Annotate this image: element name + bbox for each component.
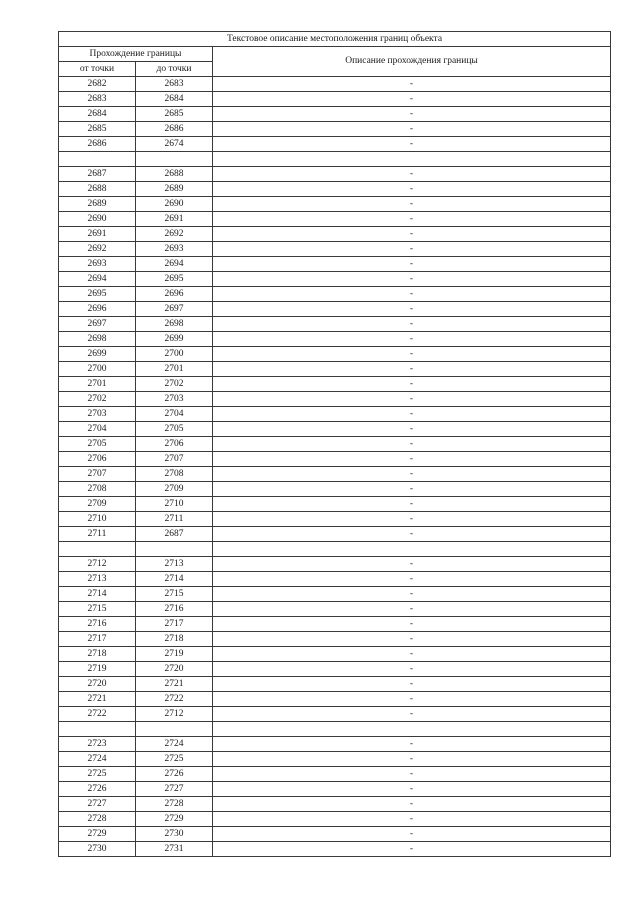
description-cell: -: [213, 107, 611, 122]
table-row: [59, 557, 611, 572]
from-point-cell: 2686: [59, 137, 136, 152]
to-point-cell: 2726: [136, 767, 213, 782]
from-point-cell: 2726: [59, 782, 136, 797]
from-point-cell: 2729: [59, 827, 136, 842]
description-cell: -: [213, 197, 611, 212]
description-cell: -: [213, 497, 611, 512]
from-point-cell: 2715: [59, 602, 136, 617]
description-cell: -: [213, 407, 611, 422]
to-point-cell: 2688: [136, 167, 213, 182]
from-point-cell: 2704: [59, 422, 136, 437]
description-cell: -: [213, 467, 611, 482]
description-cell: -: [213, 317, 611, 332]
table-row: [59, 107, 611, 122]
to-point-cell: 2697: [136, 302, 213, 317]
from-point-cell: 2682: [59, 77, 136, 92]
to-point-cell: 2704: [136, 407, 213, 422]
empty-cell: [59, 152, 136, 167]
table-row: [59, 407, 611, 422]
table-row: [59, 527, 611, 542]
to-point-cell: 2705: [136, 422, 213, 437]
table-row: [59, 602, 611, 617]
from-point-cell: 2718: [59, 647, 136, 662]
group-separator-row: [59, 152, 611, 167]
from-point-cell: 2730: [59, 842, 136, 857]
to-point-header: до точки: [136, 62, 213, 77]
to-point-cell: 2703: [136, 392, 213, 407]
table-row: [59, 662, 611, 677]
to-point-cell: 2730: [136, 827, 213, 842]
from-point-cell: 2712: [59, 557, 136, 572]
from-point-cell: 2692: [59, 242, 136, 257]
from-point-cell: 2708: [59, 482, 136, 497]
to-point-cell: 2710: [136, 497, 213, 512]
from-point-cell: 2687: [59, 167, 136, 182]
empty-cell: [136, 542, 213, 557]
to-point-cell: 2695: [136, 272, 213, 287]
from-point-cell: 2722: [59, 707, 136, 722]
to-point-cell: 2684: [136, 92, 213, 107]
from-point-cell: 2699: [59, 347, 136, 362]
to-point-cell: 2728: [136, 797, 213, 812]
to-point-cell: 2721: [136, 677, 213, 692]
description-cell: -: [213, 707, 611, 722]
description-cell: -: [213, 767, 611, 782]
to-point-cell: 2687: [136, 527, 213, 542]
from-point-cell: 2689: [59, 197, 136, 212]
from-point-cell: 2720: [59, 677, 136, 692]
table-body: [59, 77, 611, 857]
description-cell: -: [213, 677, 611, 692]
description-cell: -: [213, 827, 611, 842]
from-point-cell: 2710: [59, 512, 136, 527]
from-point-cell: 2698: [59, 332, 136, 347]
description-cell: -: [213, 212, 611, 227]
table-title: Текстовое описание местоположения границ объекта: [59, 32, 611, 47]
description-cell: -: [213, 482, 611, 497]
table-row: [59, 482, 611, 497]
from-point-cell: 2690: [59, 212, 136, 227]
table-row: [59, 647, 611, 662]
from-point-cell: 2694: [59, 272, 136, 287]
table-row: [59, 842, 611, 857]
to-point-cell: 2713: [136, 557, 213, 572]
table-row: [59, 197, 611, 212]
table-row: [59, 827, 611, 842]
table-row: [59, 512, 611, 527]
description-cell: -: [213, 242, 611, 257]
description-cell: -: [213, 797, 611, 812]
table-row: [59, 692, 611, 707]
description-cell: -: [213, 647, 611, 662]
description-cell: -: [213, 167, 611, 182]
description-cell: -: [213, 527, 611, 542]
to-point-cell: 2725: [136, 752, 213, 767]
table-row: [59, 392, 611, 407]
table-row: [59, 797, 611, 812]
to-point-cell: 2711: [136, 512, 213, 527]
description-cell: -: [213, 587, 611, 602]
table-row: [59, 437, 611, 452]
to-point-cell: 2722: [136, 692, 213, 707]
description-cell: -: [213, 302, 611, 317]
description-cell: -: [213, 602, 611, 617]
to-point-cell: 2696: [136, 287, 213, 302]
to-point-cell: 2731: [136, 842, 213, 857]
to-point-cell: 2693: [136, 242, 213, 257]
description-cell: -: [213, 122, 611, 137]
from-point-cell: 2728: [59, 812, 136, 827]
table-row: [59, 572, 611, 587]
empty-cell: [59, 542, 136, 557]
to-point-cell: 2729: [136, 812, 213, 827]
group-separator-row: [59, 722, 611, 737]
from-point-cell: 2701: [59, 377, 136, 392]
to-point-cell: 2718: [136, 632, 213, 647]
description-cell: -: [213, 557, 611, 572]
table-row: [59, 632, 611, 647]
from-point-cell: 2723: [59, 737, 136, 752]
table-row: [59, 707, 611, 722]
description-cell: -: [213, 572, 611, 587]
description-cell: -: [213, 632, 611, 647]
table-row: [59, 257, 611, 272]
to-point-cell: 2694: [136, 257, 213, 272]
to-point-cell: 2686: [136, 122, 213, 137]
from-point-cell: 2696: [59, 302, 136, 317]
from-point-cell: 2719: [59, 662, 136, 677]
table-row: [59, 122, 611, 137]
to-point-cell: 2692: [136, 227, 213, 242]
table-row: [59, 587, 611, 602]
description-cell: -: [213, 257, 611, 272]
empty-cell: [213, 152, 611, 167]
description-cell: -: [213, 392, 611, 407]
empty-cell: [136, 722, 213, 737]
empty-cell: [136, 152, 213, 167]
description-cell: -: [213, 782, 611, 797]
to-point-cell: 2685: [136, 107, 213, 122]
group-header: Прохождение границы: [59, 47, 213, 62]
to-point-cell: 2706: [136, 437, 213, 452]
document-page: [58, 31, 610, 857]
from-point-cell: 2711: [59, 527, 136, 542]
to-point-cell: 2712: [136, 707, 213, 722]
from-point-cell: 2707: [59, 467, 136, 482]
from-point-cell: 2706: [59, 452, 136, 467]
table-row: [59, 272, 611, 287]
to-point-cell: 2674: [136, 137, 213, 152]
from-point-cell: 2725: [59, 767, 136, 782]
description-cell: -: [213, 182, 611, 197]
to-point-cell: 2691: [136, 212, 213, 227]
from-point-cell: 2709: [59, 497, 136, 512]
from-point-cell: 2693: [59, 257, 136, 272]
description-header: Описание прохождения границы: [213, 47, 611, 77]
to-point-cell: 2727: [136, 782, 213, 797]
to-point-cell: 2689: [136, 182, 213, 197]
table-row: [59, 287, 611, 302]
from-point-cell: 2683: [59, 92, 136, 107]
header-row: [59, 47, 611, 62]
from-point-cell: 2691: [59, 227, 136, 242]
to-point-cell: 2708: [136, 467, 213, 482]
from-point-cell: 2684: [59, 107, 136, 122]
table-row: [59, 677, 611, 692]
to-point-cell: 2702: [136, 377, 213, 392]
table-row: [59, 347, 611, 362]
from-point-cell: 2700: [59, 362, 136, 377]
table-row: [59, 137, 611, 152]
to-point-cell: 2690: [136, 197, 213, 212]
table-row: [59, 497, 611, 512]
table-row: [59, 302, 611, 317]
table-row: [59, 227, 611, 242]
from-point-cell: 2695: [59, 287, 136, 302]
table-row: [59, 242, 611, 257]
table-row: [59, 422, 611, 437]
table-row: [59, 317, 611, 332]
description-cell: -: [213, 347, 611, 362]
description-cell: -: [213, 737, 611, 752]
description-cell: -: [213, 92, 611, 107]
table-row: [59, 377, 611, 392]
table-row: [59, 92, 611, 107]
to-point-cell: 2707: [136, 452, 213, 467]
to-point-cell: 2717: [136, 617, 213, 632]
to-point-cell: 2720: [136, 662, 213, 677]
to-point-cell: 2716: [136, 602, 213, 617]
to-point-cell: 2719: [136, 647, 213, 662]
from-point-cell: 2716: [59, 617, 136, 632]
from-point-cell: 2685: [59, 122, 136, 137]
from-point-cell: 2717: [59, 632, 136, 647]
from-point-cell: 2721: [59, 692, 136, 707]
table-row: [59, 77, 611, 92]
to-point-cell: 2709: [136, 482, 213, 497]
empty-cell: [213, 542, 611, 557]
description-cell: -: [213, 137, 611, 152]
from-point-header: от точки: [59, 62, 136, 77]
description-cell: -: [213, 332, 611, 347]
table-row: [59, 452, 611, 467]
from-point-cell: 2697: [59, 317, 136, 332]
to-point-cell: 2698: [136, 317, 213, 332]
from-point-cell: 2724: [59, 752, 136, 767]
from-point-cell: 2727: [59, 797, 136, 812]
description-cell: -: [213, 227, 611, 242]
from-point-cell: 2713: [59, 572, 136, 587]
table-row: [59, 467, 611, 482]
table-row: [59, 767, 611, 782]
title-row: [59, 32, 611, 47]
description-cell: -: [213, 362, 611, 377]
description-cell: -: [213, 437, 611, 452]
to-point-cell: 2724: [136, 737, 213, 752]
table-row: [59, 182, 611, 197]
table-row: [59, 782, 611, 797]
description-cell: -: [213, 77, 611, 92]
boundary-table: [58, 31, 611, 857]
description-cell: -: [213, 272, 611, 287]
group-separator-row: [59, 542, 611, 557]
table-row: [59, 752, 611, 767]
description-cell: -: [213, 422, 611, 437]
description-cell: -: [213, 662, 611, 677]
description-cell: -: [213, 287, 611, 302]
table-row: [59, 212, 611, 227]
from-point-cell: 2702: [59, 392, 136, 407]
from-point-cell: 2688: [59, 182, 136, 197]
description-cell: -: [213, 752, 611, 767]
description-cell: -: [213, 377, 611, 392]
to-point-cell: 2714: [136, 572, 213, 587]
to-point-cell: 2715: [136, 587, 213, 602]
table-row: [59, 737, 611, 752]
empty-cell: [59, 722, 136, 737]
from-point-cell: 2714: [59, 587, 136, 602]
to-point-cell: 2701: [136, 362, 213, 377]
table-row: [59, 332, 611, 347]
table-row: [59, 167, 611, 182]
description-cell: -: [213, 512, 611, 527]
description-cell: -: [213, 452, 611, 467]
from-point-cell: 2703: [59, 407, 136, 422]
to-point-cell: 2700: [136, 347, 213, 362]
empty-cell: [213, 722, 611, 737]
from-point-cell: 2705: [59, 437, 136, 452]
to-point-cell: 2699: [136, 332, 213, 347]
table-row: [59, 812, 611, 827]
table-row: [59, 362, 611, 377]
description-cell: -: [213, 842, 611, 857]
to-point-cell: 2683: [136, 77, 213, 92]
description-cell: -: [213, 617, 611, 632]
description-cell: -: [213, 692, 611, 707]
description-cell: -: [213, 812, 611, 827]
table-row: [59, 617, 611, 632]
